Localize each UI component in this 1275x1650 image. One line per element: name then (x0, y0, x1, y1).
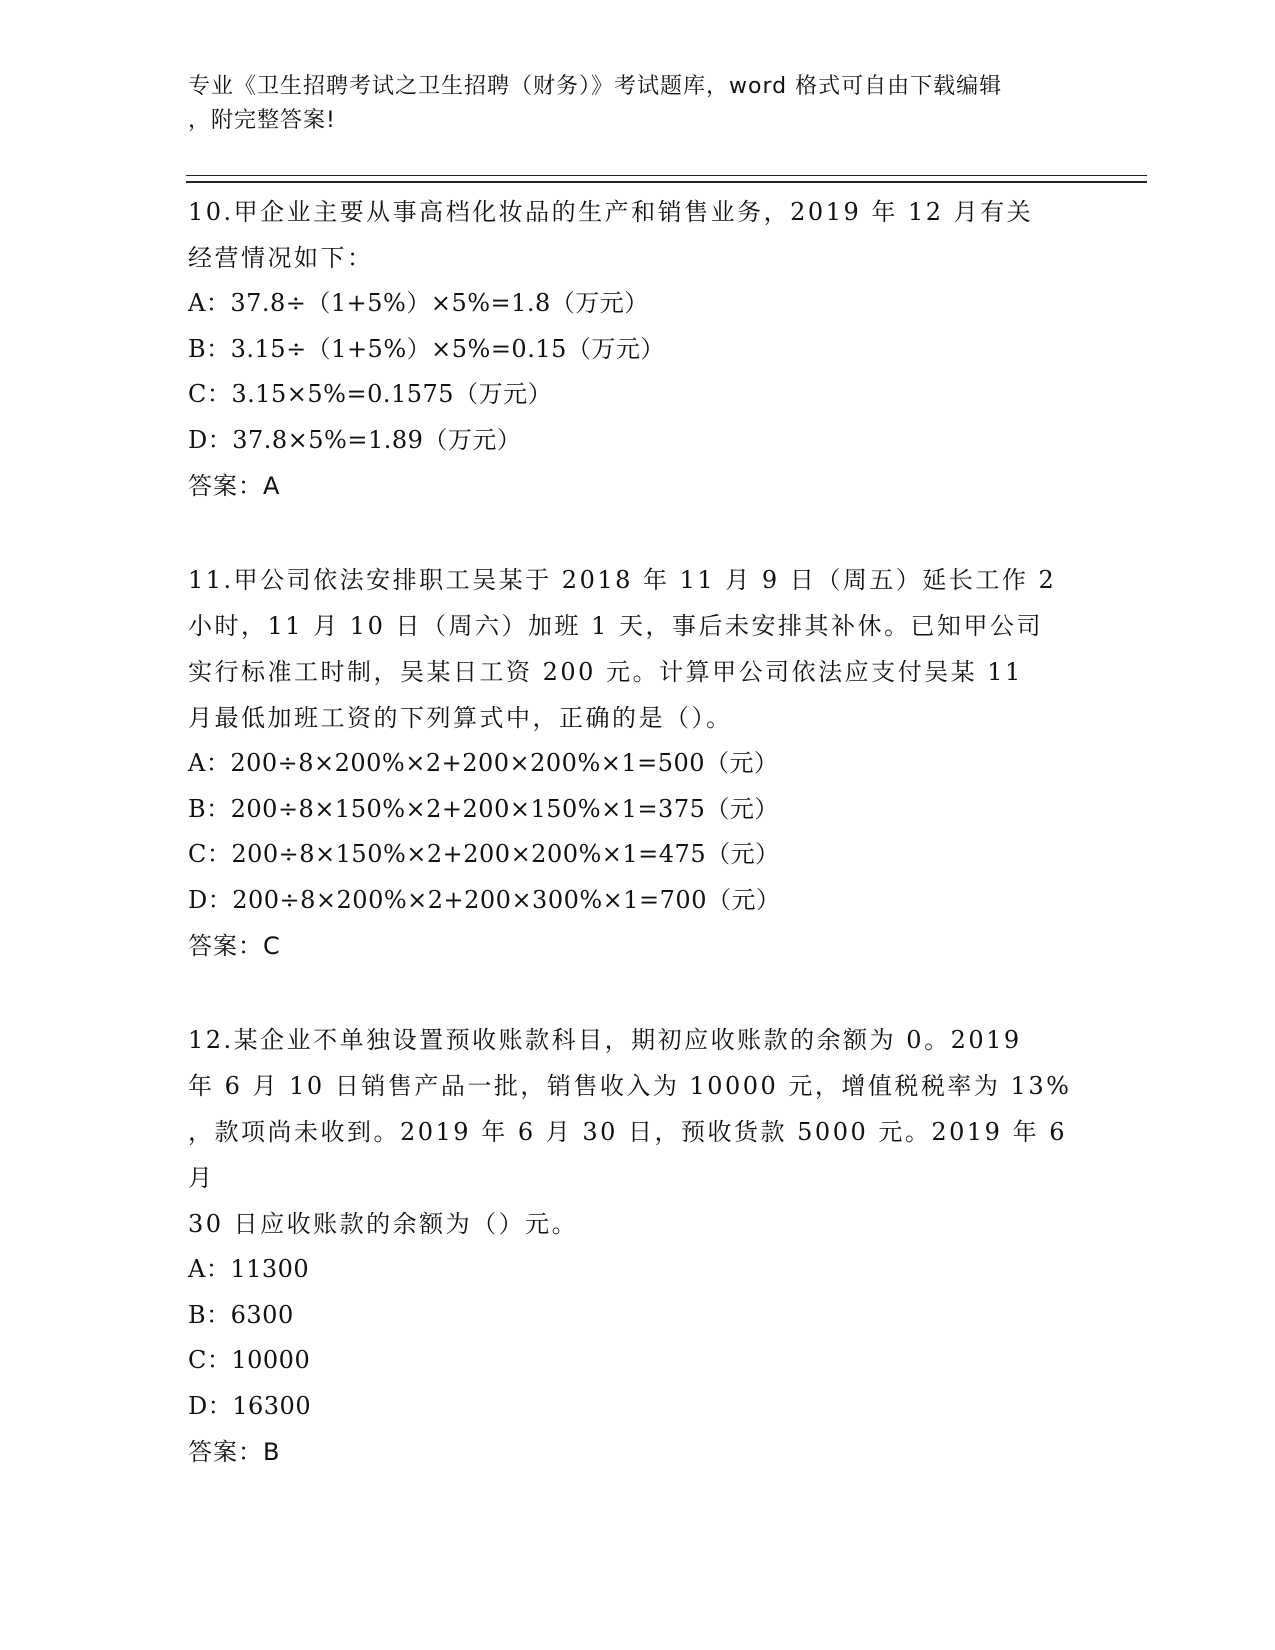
document-header (188, 70, 1068, 138)
stem-line: 小时，11 月 10 日（周六）加班 1 天，事后未安排其补休。已知甲公司 (188, 612, 1043, 640)
option-c: C：200÷8×150%×2+200×200%×1=475（元） (188, 840, 780, 868)
option-b: B：6300 (188, 1300, 294, 1329)
stem-line: 经营情况如下： (188, 244, 374, 272)
header-line-2: ，附完整答案! (188, 108, 336, 133)
option-d: D：37.8×5%=1.89（万元） (188, 425, 522, 454)
option-c: C：10000 (188, 1346, 311, 1374)
stem-line: 30 日应收账款的余额为（）元。 (188, 1210, 579, 1238)
option-a: A：11300 (188, 1255, 310, 1283)
stem-line: 11.甲公司依法安排职工吴某于 2018 年 11 月 9 日（周五）延长工作 2 (188, 566, 1057, 594)
stem-line: 月最低加班工资的下列算式中，正确的是（）。 (188, 704, 733, 732)
stem-line: 年 6 月 10 日销售产品一批，销售收入为 10000 元，增值税税率为 13% (188, 1072, 1072, 1100)
question-12 (188, 1017, 1088, 1475)
header-line-1: 专业《卫生招聘考试之卫生招聘（财务）》考试题库，word 格式可自由下载编辑 (188, 74, 1003, 99)
stem-line: 10.甲企业主要从事高档化妆品的生产和销售业务，2019 年 12 月有关 (188, 198, 1034, 226)
question-stem (188, 189, 1088, 281)
header-divider-thick (186, 181, 1147, 183)
option-d: D：200÷8×200%×2+200×300%×1=700（元） (188, 885, 781, 914)
question-11 (188, 557, 1088, 969)
option-a: A：200÷8×200%×2+200×200%×1=500（元） (188, 749, 779, 777)
stem-line: 12.某企业不单独设置预收账款科目，期初应收账款的余额为 0。2019 (188, 1026, 1022, 1054)
stem-line: 实行标准工时制，吴某日工资 200 元。计算甲公司依法应支付吴某 11 (188, 658, 1023, 686)
question-stem (188, 557, 1088, 741)
question-stem (188, 1017, 1088, 1247)
option-a: A：37.8÷（1+5%）×5%=1.8（万元） (188, 289, 649, 317)
option-b: B：200÷8×150%×2+200×150%×1=375（元） (188, 794, 779, 823)
answer: 答案：B (188, 1438, 281, 1466)
option-d: D：16300 (188, 1391, 312, 1420)
question-list (188, 189, 1088, 1523)
option-c: C：3.15×5%=0.1575（万元） (188, 380, 553, 408)
header-divider-thin (186, 175, 1147, 176)
answer: 答案：C (188, 932, 281, 960)
stem-line: ，款项尚未收到。2019 年 6 月 30 日，预收货款 5000 元。2019 年 6 月 (188, 1118, 1067, 1192)
answer: 答案：A (188, 472, 281, 500)
question-10 (188, 189, 1088, 509)
option-b: B：3.15÷（1+5%）×5%=0.15（万元） (188, 334, 665, 363)
